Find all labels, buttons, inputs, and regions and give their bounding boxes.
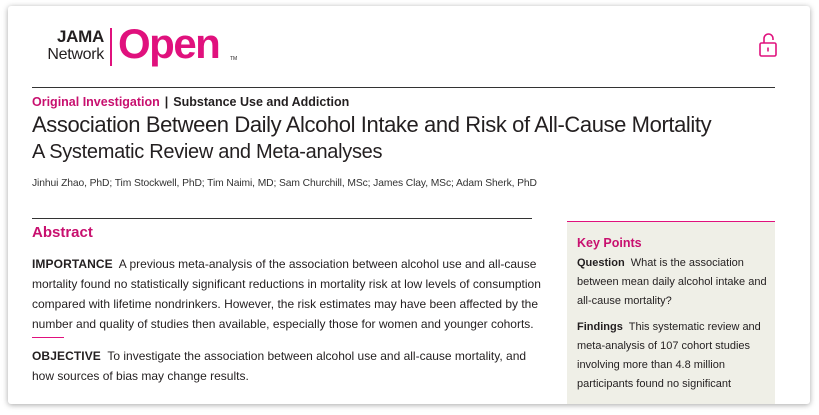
objective-label: OBJECTIVE [32,349,101,363]
objective-text: To investigate the association between alcohol use and all-cause mortality, and how sources of bias may change results. [32,349,527,383]
article-type[interactable]: Original Investigation [32,95,160,109]
article-page [8,6,810,404]
header-rule [32,87,775,88]
key-points-findings [577,318,771,394]
abstract-heading: Abstract [32,224,93,241]
importance-label: IMPORTANCE [32,257,113,271]
author-list[interactable]: Jinhui Zhao, PhD; Tim Stockwell, PhD; Tim Naimi, MD; Sam Churchill, MSc; James Clay, MSc; Adam Sherk, PhD [32,178,537,189]
article-subtitle: A Systematic Review and Meta-analyses [32,141,383,163]
article-section[interactable]: Substance Use and Addiction [173,95,350,109]
abstract-objective [32,346,542,386]
logo-trademark: TM [230,56,238,62]
article-kicker [32,95,349,109]
question-text: What is the association between mean daily alcohol intake and all-cause mortality? [577,257,767,307]
findings-label: Findings [577,321,623,333]
key-points-heading: Key Points [577,236,642,250]
abstract-rule [32,218,532,219]
kicker-separator: | [164,95,169,109]
question-label: Question [577,257,625,269]
section-divider [32,337,64,338]
unlocked-padlock-icon[interactable] [758,32,778,58]
article-title: Association Between Daily Alcohol Intake and Risk of All-Cause Mortality [32,112,712,137]
abstract-importance [32,254,542,334]
logo-open-text: Open [118,20,220,67]
journal-header [8,6,810,86]
key-points-question [577,254,771,311]
importance-text: A previous meta-analysis of the association between alcohol use and all-cause mortality found no statistically significant reductions in mortality risk at low levels of consumption compared with lifetime nondrinkers. However, the risk estimates may have been affected by the number and quality of studies then available, especially those for women and younger cohorts. [32,257,541,331]
logo-jama-text: JAMA [57,27,104,46]
logo-divider [110,28,112,66]
key-points-box [567,221,775,404]
findings-text: This systematic review and meta-analysis of 107 cohort studies involving more than 4.8 million participants found no significant [577,321,761,390]
logo-network-text: Network [47,46,104,63]
